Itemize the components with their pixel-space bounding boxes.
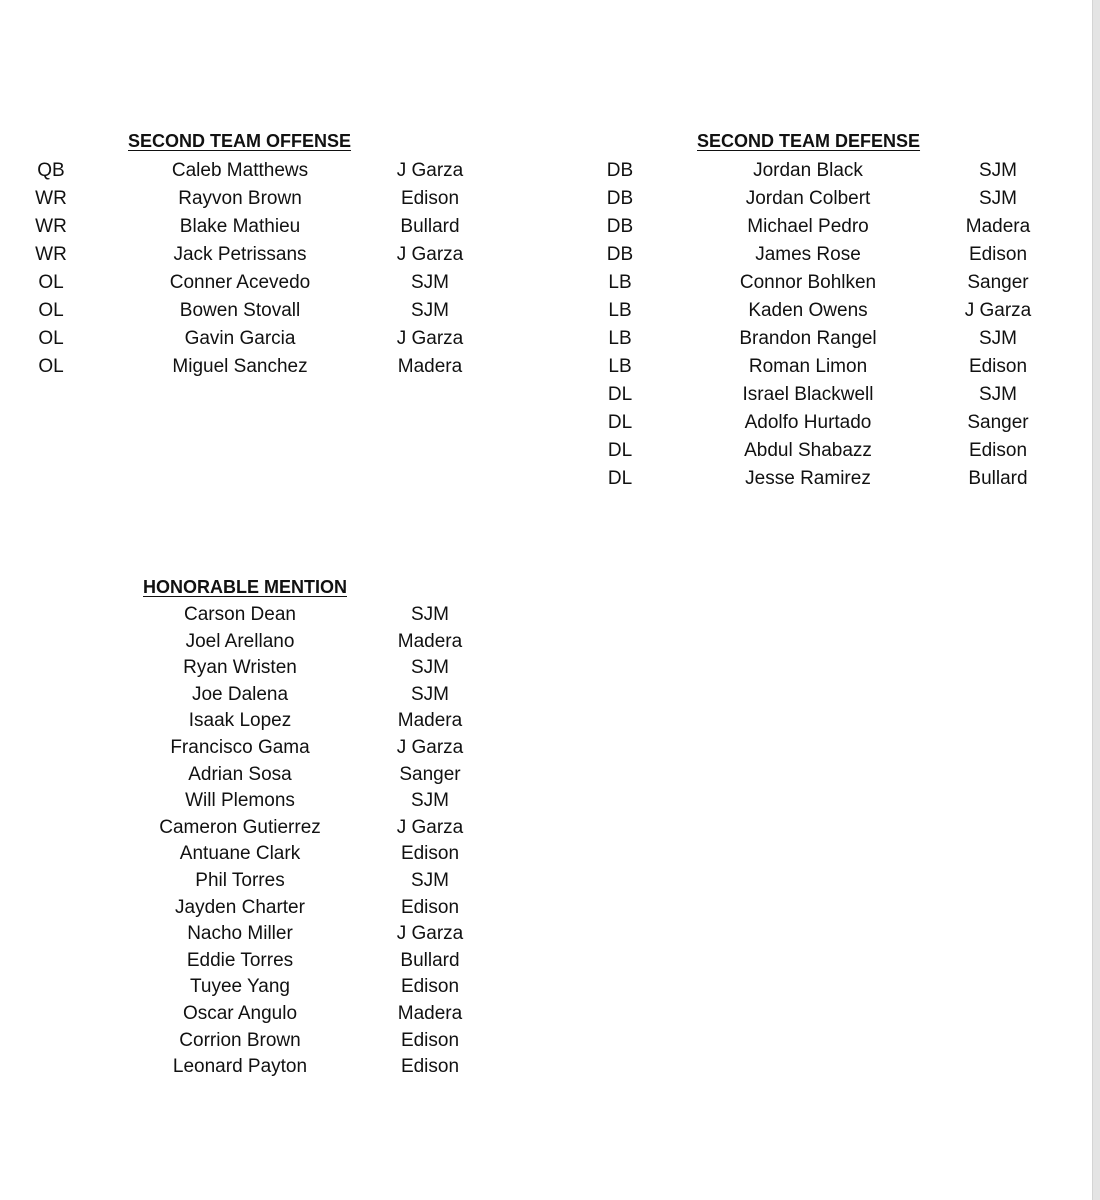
player-name-cell: Jesse Ramirez xyxy=(745,468,871,489)
honorable-mention-name-column xyxy=(120,602,360,1081)
school-cell: Edison xyxy=(400,976,460,998)
school-cell: Edison xyxy=(400,1029,460,1051)
school-cell: Edison xyxy=(400,1056,460,1078)
player-name-cell: Bowen Stovall xyxy=(179,300,301,321)
player-name-cell: Joe Dalena xyxy=(191,683,289,705)
school-cell: SJM xyxy=(411,300,449,321)
school-cell: Sanger xyxy=(967,272,1029,293)
position-cell: LB xyxy=(608,300,632,321)
position-cell: OL xyxy=(38,356,64,377)
player-name-cell: Brandon Rangel xyxy=(739,328,877,349)
player-name-cell: Miguel Sanchez xyxy=(172,356,308,377)
player-name-cell: Rayvon Brown xyxy=(178,188,302,209)
position-cell: WR xyxy=(35,188,67,209)
school-cell: Edison xyxy=(400,188,460,209)
defense-name-column xyxy=(688,157,928,493)
position-cell: QB xyxy=(37,160,65,181)
player-name-cell: Caleb Matthews xyxy=(171,160,309,181)
position-cell: DB xyxy=(606,216,634,237)
position-cell: LB xyxy=(608,356,632,377)
player-name-cell: Adolfo Hurtado xyxy=(744,412,872,433)
honorable-mention-school-column xyxy=(370,602,490,1081)
school-cell: Bullard xyxy=(968,468,1028,489)
position-cell: DB xyxy=(606,244,634,265)
player-name-cell: Adrian Sosa xyxy=(188,763,292,785)
player-name-cell: Leonard Payton xyxy=(172,1056,308,1078)
player-name-cell: Will Plemons xyxy=(185,790,295,812)
school-cell: SJM xyxy=(979,328,1017,349)
position-cell: DL xyxy=(607,468,633,489)
player-name-cell: Gavin Garcia xyxy=(184,328,296,349)
position-cell: WR xyxy=(35,244,67,265)
player-name-cell: Tuyee Yang xyxy=(189,976,290,998)
player-name-cell: Isaak Lopez xyxy=(188,710,292,732)
player-name-cell: Conner Acevedo xyxy=(169,272,311,293)
player-name-cell: Phil Torres xyxy=(195,869,285,891)
position-cell: DB xyxy=(606,188,634,209)
school-cell: J Garza xyxy=(396,736,464,758)
school-cell: Madera xyxy=(397,1002,463,1024)
player-name-cell: Cameron Gutierrez xyxy=(159,816,321,838)
school-cell: J Garza xyxy=(396,816,464,838)
position-cell: DB xyxy=(606,160,634,181)
school-cell: SJM xyxy=(411,657,449,679)
school-cell: SJM xyxy=(411,869,449,891)
position-cell: LB xyxy=(608,272,632,293)
player-name-cell: Kaden Owens xyxy=(748,300,868,321)
school-cell: Madera xyxy=(397,710,463,732)
school-cell: SJM xyxy=(411,604,449,625)
player-name-cell: Oscar Angulo xyxy=(182,1002,298,1024)
position-cell: DL xyxy=(607,412,633,433)
player-name-cell: James Rose xyxy=(755,244,861,265)
player-name-cell: Jack Petrissans xyxy=(173,244,307,265)
position-cell: LB xyxy=(608,328,632,349)
player-name-cell: Carson Dean xyxy=(184,604,296,625)
player-name-cell: Israel Blackwell xyxy=(742,384,874,405)
position-cell: DL xyxy=(607,440,633,461)
school-cell: Edison xyxy=(400,843,460,865)
school-cell: Edison xyxy=(968,440,1028,461)
school-cell: J Garza xyxy=(396,244,464,265)
school-cell: Sanger xyxy=(399,763,461,785)
position-cell: OL xyxy=(38,272,64,293)
player-name-cell: Nacho Miller xyxy=(187,923,293,945)
offense-heading: SECOND TEAM OFFENSE xyxy=(128,131,352,151)
player-name-cell: Ryan Wristen xyxy=(183,657,297,679)
position-cell: DL xyxy=(607,384,633,405)
position-cell: OL xyxy=(38,300,64,321)
school-cell: Edison xyxy=(968,244,1028,265)
player-name-cell: Francisco Gama xyxy=(170,736,310,758)
player-name-cell: Roman Limon xyxy=(748,356,868,377)
player-name-cell: Blake Mathieu xyxy=(179,216,301,237)
position-cell: WR xyxy=(35,216,67,237)
player-name-cell: Joel Arellano xyxy=(185,630,295,652)
player-name-cell: Jordan Colbert xyxy=(745,188,871,209)
school-cell: SJM xyxy=(411,272,449,293)
player-name-cell: Connor Bohlken xyxy=(739,272,877,293)
school-cell: J Garza xyxy=(396,328,464,349)
school-cell: SJM xyxy=(411,683,449,705)
school-cell: Madera xyxy=(965,216,1031,237)
offense-position-column xyxy=(10,157,92,381)
school-cell: J Garza xyxy=(396,923,464,945)
vertical-scrollbar[interactable] xyxy=(1092,0,1100,1200)
position-cell: OL xyxy=(38,328,64,349)
offense-name-column xyxy=(120,157,360,381)
player-name-cell: Corrion Brown xyxy=(179,1029,301,1051)
school-cell: Bullard xyxy=(400,949,460,971)
player-name-cell: Michael Pedro xyxy=(747,216,869,237)
school-cell: Sanger xyxy=(967,412,1029,433)
school-cell: SJM xyxy=(979,384,1017,405)
player-name-cell: Jordan Black xyxy=(753,160,863,181)
school-cell: Madera xyxy=(397,356,463,377)
school-cell: Bullard xyxy=(400,216,460,237)
school-cell: J Garza xyxy=(396,160,464,181)
school-cell: SJM xyxy=(979,160,1017,181)
offense-school-column xyxy=(370,157,490,381)
defense-position-column xyxy=(580,157,660,493)
honorable-mention-heading: HONORABLE MENTION xyxy=(143,577,347,597)
school-cell: Edison xyxy=(968,356,1028,377)
defense-heading: SECOND TEAM DEFENSE xyxy=(697,131,921,151)
defense-school-column xyxy=(938,157,1058,493)
school-cell: Edison xyxy=(400,896,460,918)
player-name-cell: Eddie Torres xyxy=(186,949,294,971)
player-name-cell: Abdul Shabazz xyxy=(744,440,872,461)
school-cell: Madera xyxy=(397,630,463,652)
school-cell: SJM xyxy=(411,790,449,812)
player-name-cell: Jayden Charter xyxy=(175,896,305,918)
school-cell: J Garza xyxy=(964,300,1032,321)
player-name-cell: Antuane Clark xyxy=(179,843,301,865)
school-cell: SJM xyxy=(979,188,1017,209)
